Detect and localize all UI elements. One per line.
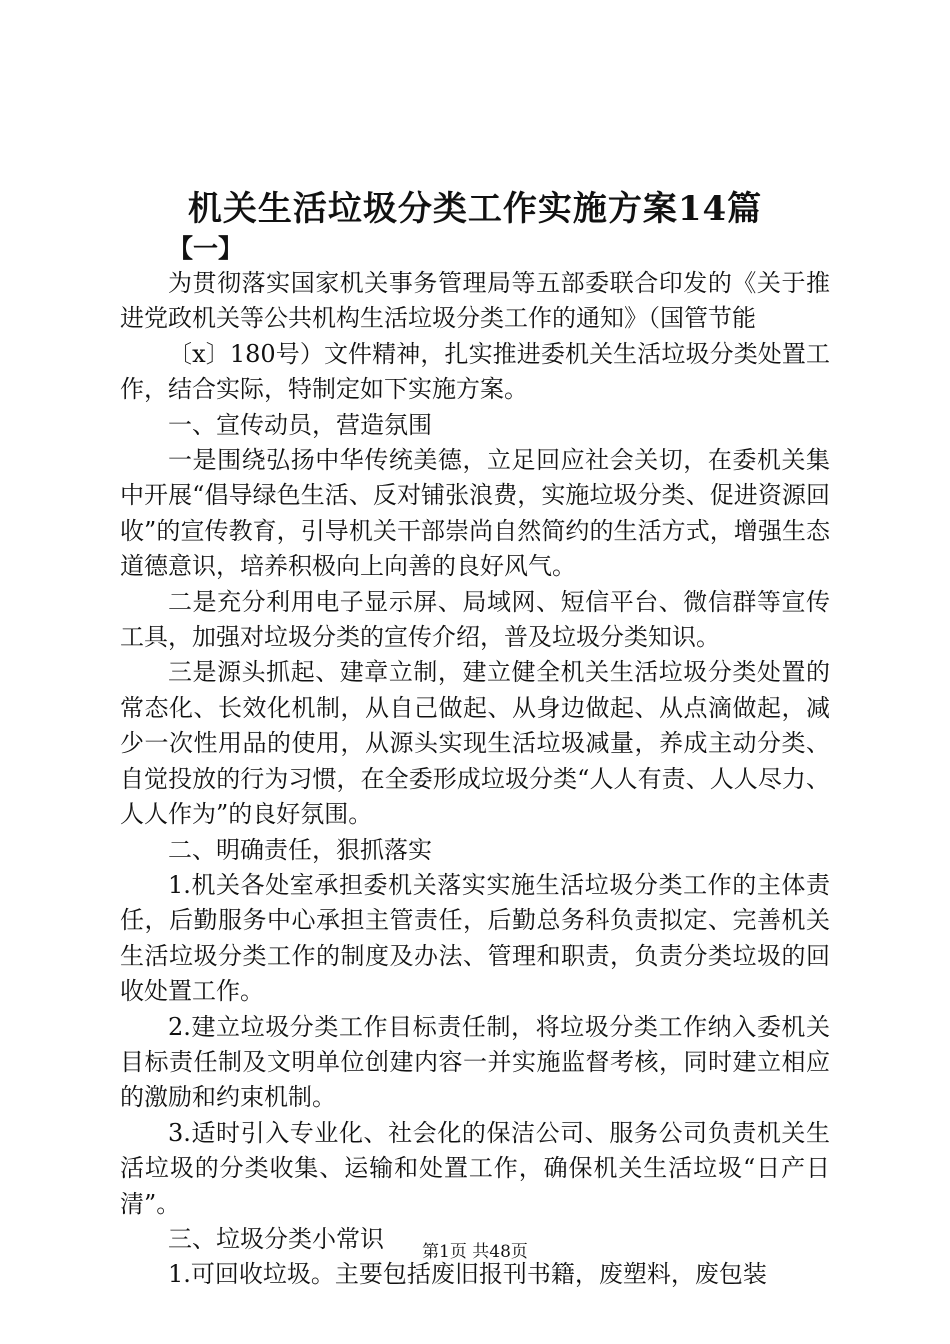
document-title: 机关生活垃圾分类工作实施方案14篇 — [187, 189, 763, 229]
paragraph: 3.适时引入专业化、社会化的保洁公司、服务公司负责机关生活垃圾的分类收集、运输和处置工作，确保机关生活垃圾“日产日清”。 — [120, 1118, 830, 1218]
paragraph: 〔x〕180号）文件精神，扎实推进委机关生活垃圾分类处置工作，结合实际，特制定如下实施方案。 — [120, 339, 830, 404]
section-heading: 三、垃圾分类小常识 — [168, 1224, 384, 1253]
page-footer: 第1页 共48页 — [422, 1242, 528, 1262]
paragraph: 二是充分利用电子显示屏、局域网、短信平台、微信群等宣传工具，加强对垃圾分类的宣传介绍，普及垃圾分类知识。 — [120, 587, 830, 652]
paragraph: 1.可回收垃圾。主要包括废旧报刊书籍，废塑料，废包装 — [168, 1260, 767, 1289]
section-mark: 【一】 — [168, 234, 244, 263]
paragraph: 1.机关各处室承担委机关落实实施生活垃圾分类工作的主体责任，后勤服务中心承担主管责任，后勤总务科负责拟定、完善机关生活垃圾分类工作的制度及办法、管理和职责，负责分类垃圾的回收处置工作。 — [120, 870, 830, 1006]
section-heading: 一、宣传动员，营造氛围 — [168, 410, 432, 439]
paragraph: 三是源头抓起、建章立制，建立健全机关生活垃圾分类处置的常态化、长效化机制，从自己做起、从身边做起、从点滴做起，减少一次性用品的使用，从源头实现生活垃圾减量，养成主动分类、自觉投放的行为习惯，在全委形成垃圾分类“人人有责、人人尽力、人人作为”的良好氛围。 — [120, 658, 830, 829]
document-body — [120, 266, 830, 1293]
paragraph: 2.建立垃圾分类工作目标责任制，将垃圾分类工作纳入委机关目标责任制及文明单位创建内容一并实施监督考核，同时建立相应的激励和约束机制。 — [120, 1012, 830, 1112]
section-heading: 二、明确责任，狠抓落实 — [168, 835, 432, 864]
paragraph: 为贯彻落实国家机关事务管理局等五部委联合印发的《关于推进党政机关等公共机构生活垃圾分类工作的通知》（国管节能 — [120, 269, 830, 333]
paragraph: 一是围绕弘扬中华传统美德，立足回应社会关切，在委机关集中开展“倡导绿色生活、反对铺张浪费，实施垃圾分类、促进资源回收”的宣传教育，引导机关干部崇尚自然简约的生活方式，增强生态道德意识，培养积极向上向善的良好风气。 — [120, 446, 830, 581]
